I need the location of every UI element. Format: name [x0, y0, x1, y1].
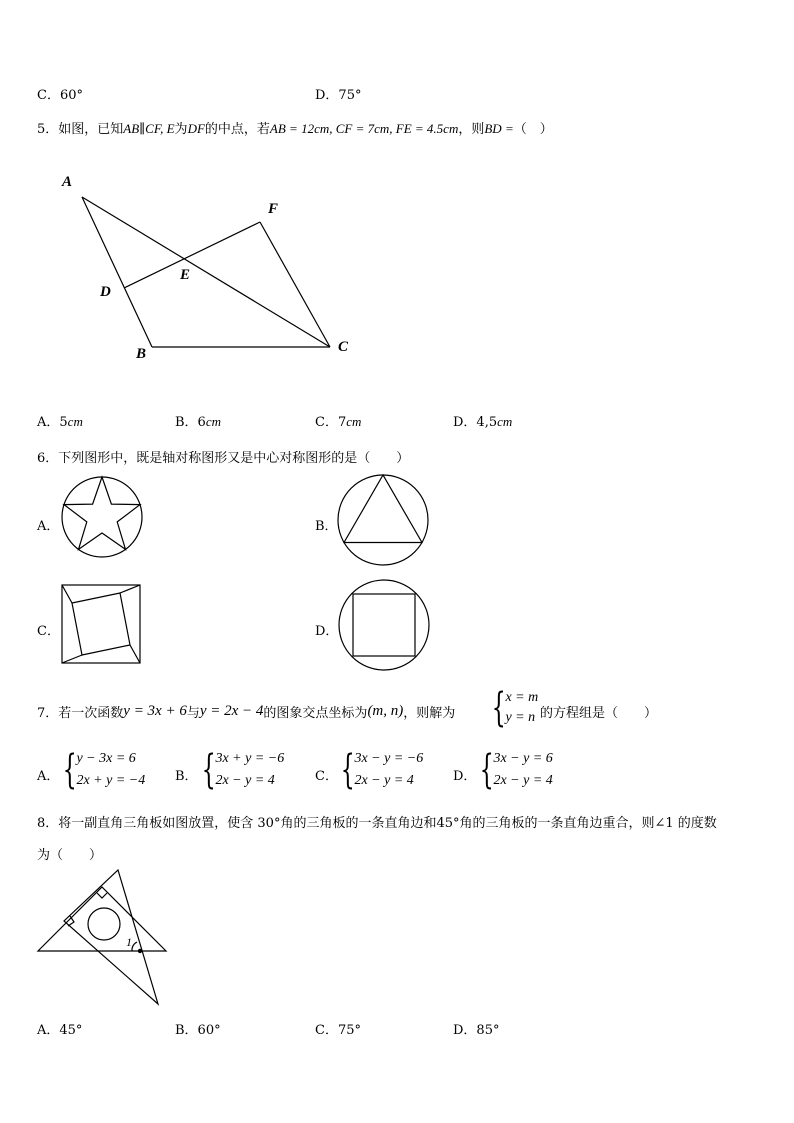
- q7-function-2: y = 2x − 4: [199, 703, 264, 719]
- q5-label-a: A: [62, 174, 73, 190]
- q7-stem-mid3: ，则解为: [403, 706, 456, 721]
- q8-stem-line2: 为（ ）: [37, 848, 103, 863]
- q8-stem-line1: 8．将一副直角三角板如图放置，使含 30°角的三角板的一条直角边和45°角的三角板的一条直角边重合，则∠1 的度数: [37, 816, 717, 831]
- q6-option-b: B．: [315, 519, 338, 534]
- q5-label-e: E: [180, 267, 191, 283]
- q7-option-b-system: { 3x + y = −6 2x − y = 4: [201, 747, 285, 793]
- q8-option-c: C．75°: [315, 1023, 361, 1038]
- q7-point: (m, n): [367, 703, 404, 719]
- q7-option-b: B．: [175, 769, 198, 784]
- q8-angle-label: 1: [126, 935, 132, 949]
- q5-stem-prefix: 5．如图，已知: [37, 122, 124, 137]
- q7-stem-prefix: 7．若一次函数: [37, 706, 124, 721]
- q7-option-c-system: { 3x − y = −6 2x − y = 4: [340, 747, 424, 793]
- q5-stem-mid: 为: [174, 122, 188, 137]
- q5-stem-math1: AB∥CF, E: [123, 121, 175, 136]
- q5-stem-math3: AB = 12cm, CF = 7cm, FE = 4.5cm: [269, 121, 459, 136]
- q5-stem-paren: （ ）: [513, 122, 553, 137]
- q5-label-b: B: [136, 346, 147, 362]
- q7-solution-x: x = m: [505, 690, 539, 705]
- q5-label-c: C: [338, 339, 349, 355]
- q8-angle-point: [138, 949, 142, 953]
- q5-stem-mid2: 的中点，若: [204, 122, 270, 137]
- q5-label-f: F: [268, 201, 279, 217]
- q7-function-1: y = 3x + 6: [123, 703, 187, 719]
- q5-stem-math4: BD =: [484, 121, 514, 136]
- q7-option-d-system: { 3x − y = 6 2x − y = 4: [479, 747, 553, 793]
- q7-stem-suffix: 的方程组是（ ）: [540, 706, 658, 721]
- q7-option-a-system: { y − 3x = 6 2x + y = −4: [62, 747, 146, 793]
- q8-option-b: B．60°: [175, 1023, 221, 1038]
- q5-option-d: D．4,5cm: [453, 414, 513, 430]
- q6-option-c: C．: [37, 624, 60, 639]
- q5-stem-suffix: ，则: [458, 122, 485, 137]
- q6-option-a: A．: [37, 519, 60, 534]
- q6-option-d: D．: [315, 624, 339, 639]
- q4-option-d: D．75°: [315, 88, 362, 103]
- q5-option-a: A．5cm: [37, 414, 83, 430]
- q4-option-c: C．60°: [37, 88, 83, 103]
- q5-label-d: D: [100, 284, 111, 300]
- q7-stem-mid2: 的图象交点坐标为: [263, 706, 368, 721]
- q7-option-a: A．: [37, 769, 60, 784]
- q7-solution-y: y = n: [505, 710, 536, 725]
- q7-option-c: C．: [315, 769, 338, 784]
- q7-solution-system: { x = m y = n: [491, 685, 539, 731]
- q5-option-b: B．6cm: [175, 414, 221, 430]
- q5-option-c: C．7cm: [315, 414, 362, 430]
- q7-option-d: D．: [453, 769, 477, 784]
- q8-option-a: A．45°: [37, 1023, 83, 1038]
- q5-stem-math2: DF: [187, 121, 205, 136]
- q6-stem: 6．下列图形中，既是轴对称图形又是中心对称图形的是（ ）: [37, 451, 410, 466]
- q8-option-d: D．85°: [453, 1023, 500, 1038]
- q7-stem-mid: 与: [186, 706, 200, 721]
